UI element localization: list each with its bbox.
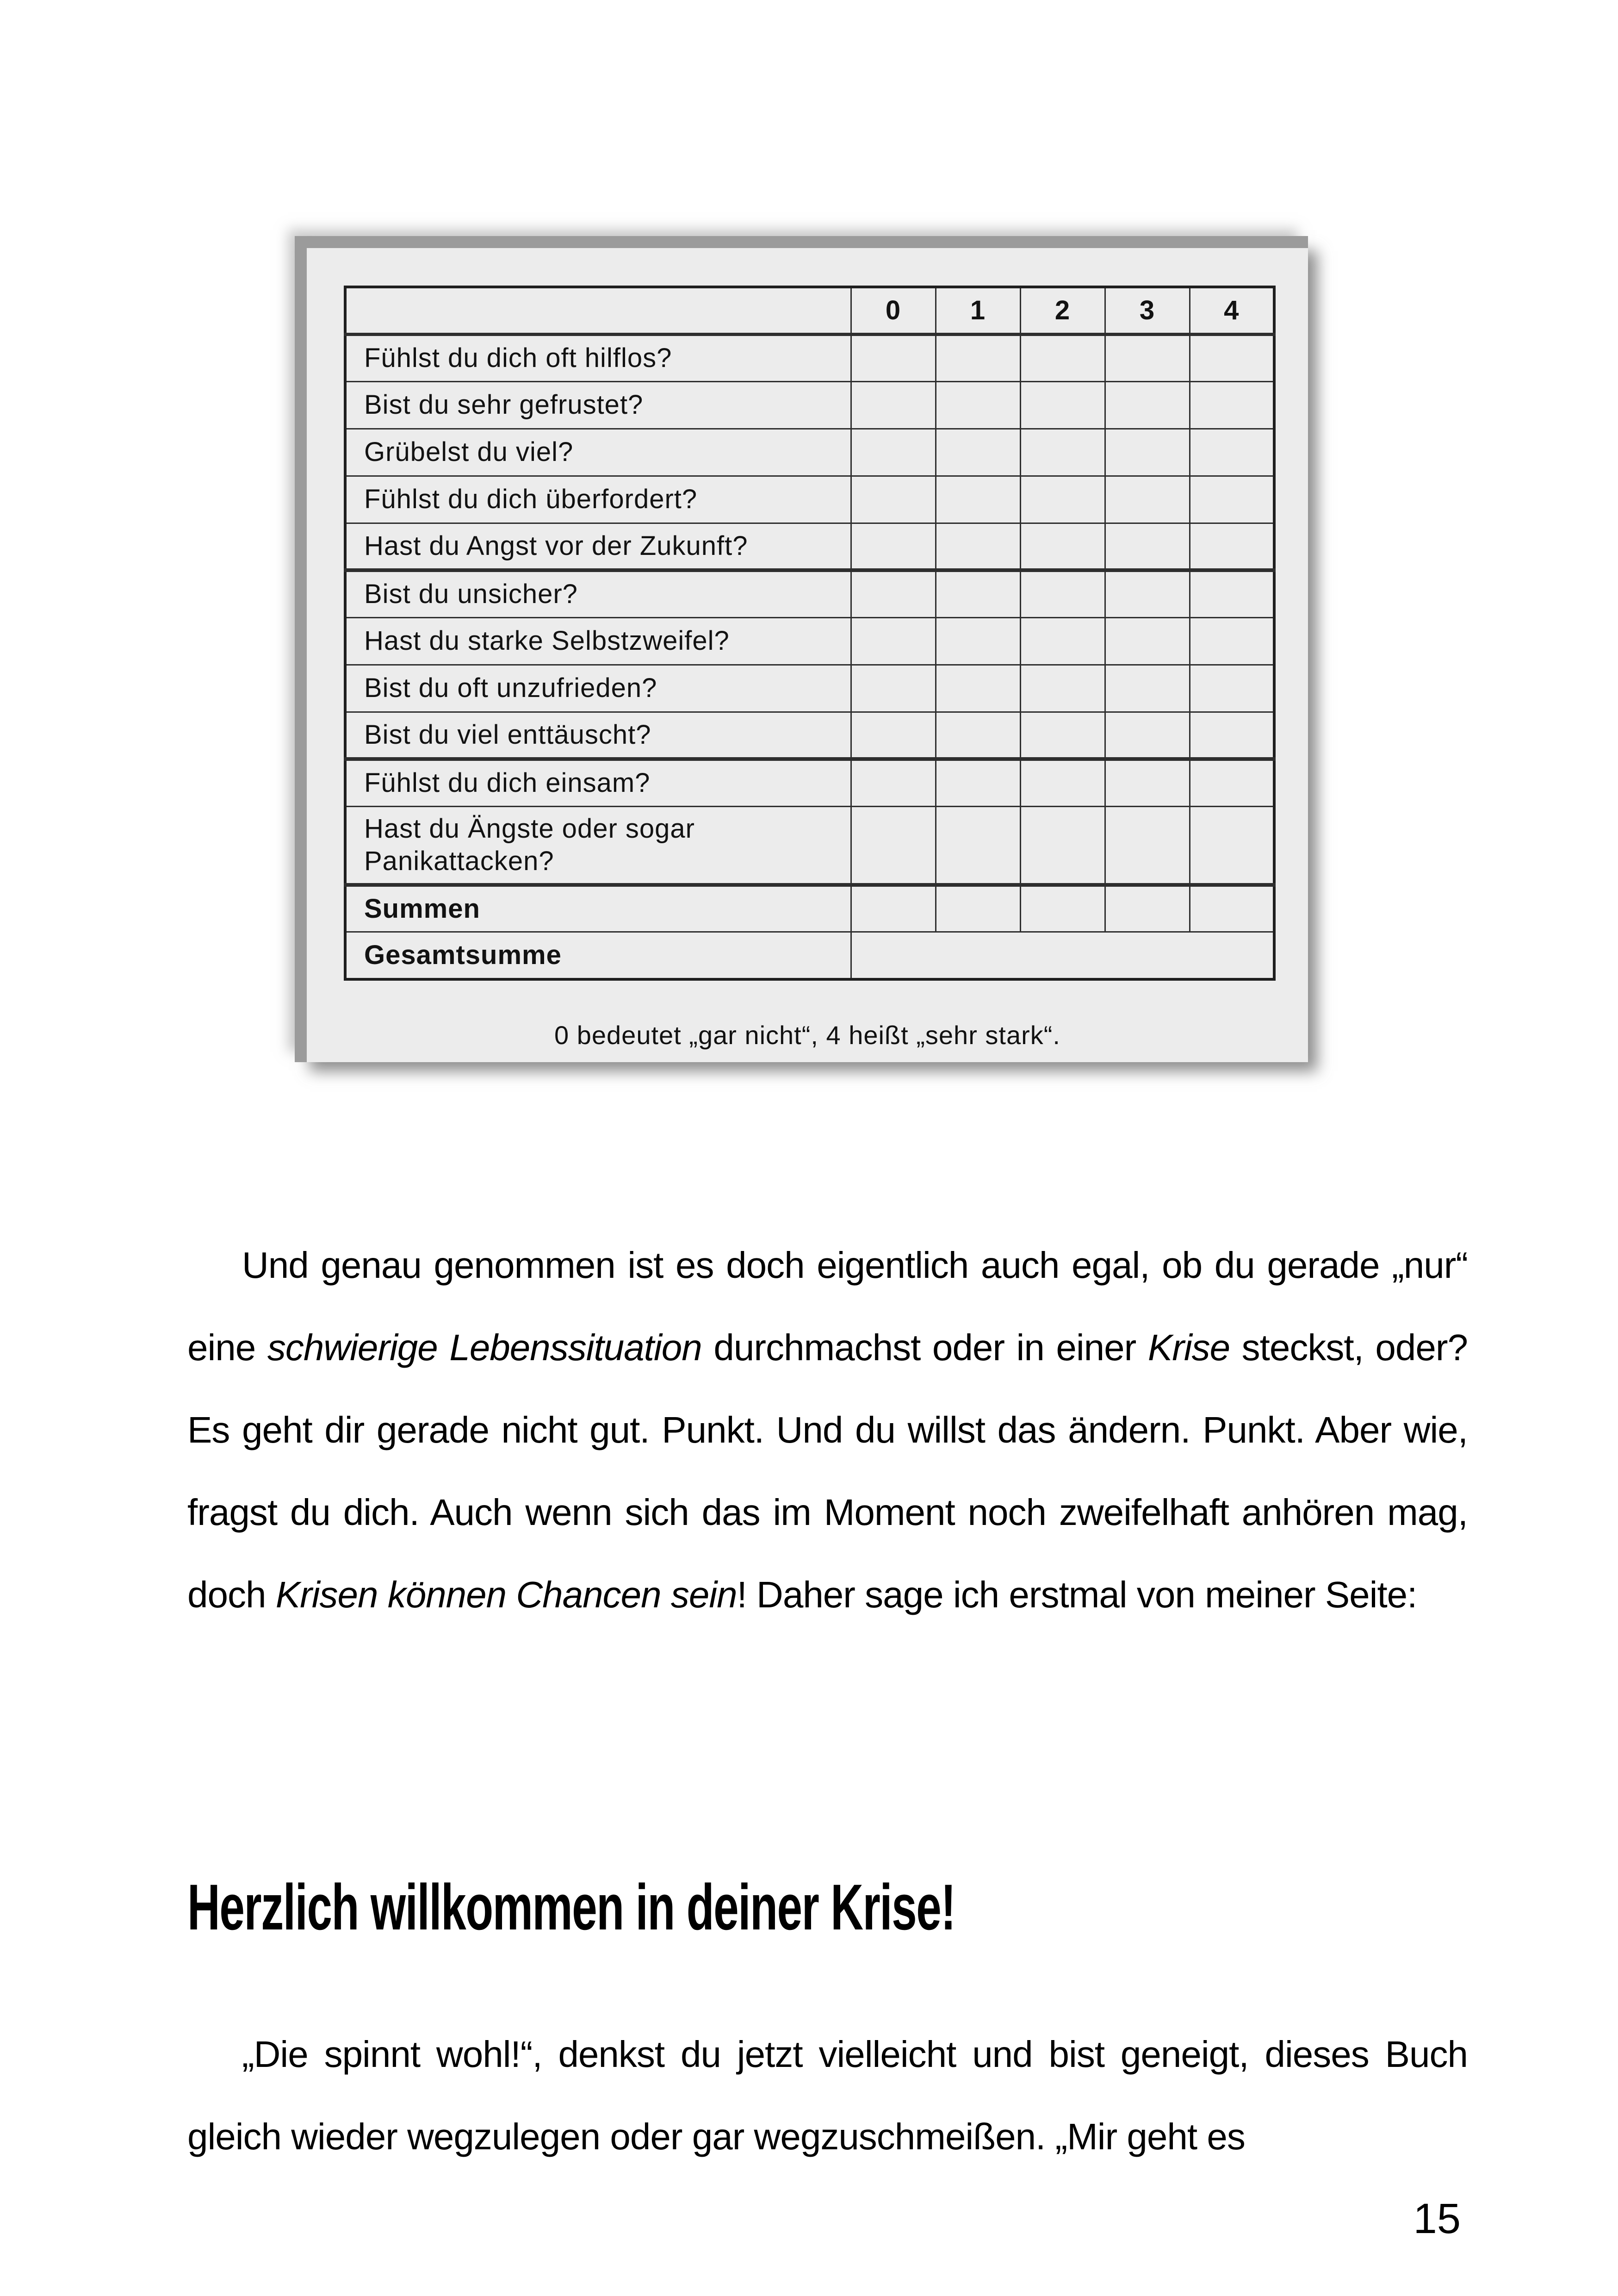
score-cell xyxy=(1105,429,1190,476)
score-cell xyxy=(1020,429,1105,476)
score-cell xyxy=(1190,712,1274,759)
italic-text-run: schwierige Lebenssituation xyxy=(267,1327,702,1368)
score-cell xyxy=(1020,665,1105,712)
score-cell xyxy=(851,476,936,523)
score-cell xyxy=(1105,806,1190,885)
self-assessment-table xyxy=(344,286,1276,981)
score-cell xyxy=(851,570,936,617)
question-row xyxy=(345,570,1274,617)
question-cell: Hast du Ängste oder sogar Panikattacken? xyxy=(345,806,851,885)
score-cell xyxy=(1020,523,1105,570)
score-cell xyxy=(1020,381,1105,429)
score-cell xyxy=(1190,617,1274,665)
score-cell xyxy=(1105,885,1190,932)
score-cell xyxy=(1105,381,1190,429)
text-run: Und genau genommen ist es doch eigentlich auch egal, ob du gerade „nur“ eine xyxy=(187,1244,1468,1368)
score-cell xyxy=(936,617,1020,665)
score-column-header: 3 xyxy=(1105,287,1190,334)
text-run: steckst, oder? Es geht dir gerade nicht gut. Punkt. Und du willst das ändern. Punkt. Aber wie, fragst du dich. Auch wenn sich das im Moment noch zweifelhaft anhören mag, doch xyxy=(187,1327,1468,1615)
paragraph xyxy=(187,1224,1468,1636)
score-cell xyxy=(1105,712,1190,759)
score-cell xyxy=(936,429,1020,476)
page-number: 15 xyxy=(1413,2195,1461,2242)
section-heading: Herzlich willkommen in deiner Krise! xyxy=(187,1871,955,1943)
score-cell xyxy=(1190,476,1274,523)
score-cell xyxy=(1020,712,1105,759)
question-cell: Grübelst du viel? xyxy=(345,429,851,476)
question-cell: Bist du sehr gefrustet? xyxy=(345,381,851,429)
score-cell xyxy=(936,759,1020,806)
question-row xyxy=(345,523,1274,570)
score-column-header: 1 xyxy=(936,287,1020,334)
score-cell xyxy=(851,806,936,885)
italic-text-run: Krisen können Chancen sein xyxy=(275,1574,737,1615)
question-row xyxy=(345,476,1274,523)
score-cell xyxy=(851,759,936,806)
paragraph: „Die spinnt wohl!“, denkst du jetzt vielleicht und bist geneigt, dieses Buch gleich wieder wegzulegen oder gar wegzuschmeißen. „Mir geht es xyxy=(187,2034,1468,2157)
score-cell xyxy=(936,885,1020,932)
gesamtsumme-value-cell xyxy=(851,932,1274,979)
score-cell xyxy=(936,334,1020,381)
score-cell xyxy=(851,712,936,759)
summen-row xyxy=(345,885,1274,932)
score-cell xyxy=(1020,885,1105,932)
gesamtsumme-label-cell: Gesamtsumme xyxy=(345,932,851,979)
score-cell xyxy=(1190,523,1274,570)
score-cell xyxy=(851,617,936,665)
question-row xyxy=(345,665,1274,712)
question-row xyxy=(345,617,1274,665)
score-cell xyxy=(851,381,936,429)
questionnaire-panel xyxy=(295,236,1308,1062)
score-cell xyxy=(936,712,1020,759)
score-cell xyxy=(1020,476,1105,523)
question-row xyxy=(345,806,1274,885)
score-cell xyxy=(1105,523,1190,570)
score-cell xyxy=(851,429,936,476)
score-cell xyxy=(936,570,1020,617)
text-run: ! Daher sage ich erstmal von meiner Seite: xyxy=(737,1574,1417,1615)
score-cell xyxy=(1105,617,1190,665)
score-cell xyxy=(1105,570,1190,617)
score-cell xyxy=(1020,617,1105,665)
score-cell xyxy=(936,381,1020,429)
score-cell xyxy=(1190,570,1274,617)
score-cell xyxy=(1020,570,1105,617)
question-cell: Fühlst du dich einsam? xyxy=(345,759,851,806)
question-cell: Bist du unsicher? xyxy=(345,570,851,617)
score-cell xyxy=(851,665,936,712)
question-cell: Bist du viel enttäuscht? xyxy=(345,712,851,759)
score-cell xyxy=(1105,665,1190,712)
score-cell xyxy=(1020,806,1105,885)
text-run: durchmachst oder in einer xyxy=(701,1327,1148,1368)
score-column-header: 0 xyxy=(851,287,936,334)
gesamtsumme-row xyxy=(345,932,1274,979)
question-row xyxy=(345,334,1274,381)
question-row xyxy=(345,712,1274,759)
score-cell xyxy=(851,334,936,381)
score-column-header: 4 xyxy=(1190,287,1274,334)
question-cell: Fühlst du dich oft hilflos? xyxy=(345,334,851,381)
score-cell xyxy=(851,523,936,570)
score-cell xyxy=(1190,334,1274,381)
table-caption: 0 bedeutet „gar nicht“, 4 heißt „sehr stark“. xyxy=(554,1020,1060,1050)
score-cell xyxy=(1190,665,1274,712)
score-cell xyxy=(1105,759,1190,806)
question-row xyxy=(345,759,1274,806)
score-column-header: 2 xyxy=(1020,287,1105,334)
question-cell: Hast du starke Selbstzweifel? xyxy=(345,617,851,665)
score-cell xyxy=(936,476,1020,523)
question-row xyxy=(345,381,1274,429)
score-cell xyxy=(936,665,1020,712)
score-cell xyxy=(1020,334,1105,381)
score-cell xyxy=(936,806,1020,885)
score-cell xyxy=(851,885,936,932)
score-cell xyxy=(1190,885,1274,932)
question-cell: Hast du Angst vor der Zukunft? xyxy=(345,523,851,570)
score-cell xyxy=(1020,759,1105,806)
score-cell xyxy=(1190,429,1274,476)
score-cell xyxy=(1190,759,1274,806)
score-cell xyxy=(936,523,1020,570)
question-cell: Fühlst du dich überfordert? xyxy=(345,476,851,523)
score-cell xyxy=(1105,334,1190,381)
question-cell: Bist du oft unzufrieden? xyxy=(345,665,851,712)
empty-corner-cell xyxy=(345,287,851,334)
table-header-row xyxy=(345,287,1274,334)
question-row xyxy=(345,429,1274,476)
italic-text-run: Krise xyxy=(1147,1327,1230,1368)
score-cell xyxy=(1190,806,1274,885)
score-cell xyxy=(1105,476,1190,523)
score-cell xyxy=(1190,381,1274,429)
summen-label-cell: Summen xyxy=(345,885,851,932)
